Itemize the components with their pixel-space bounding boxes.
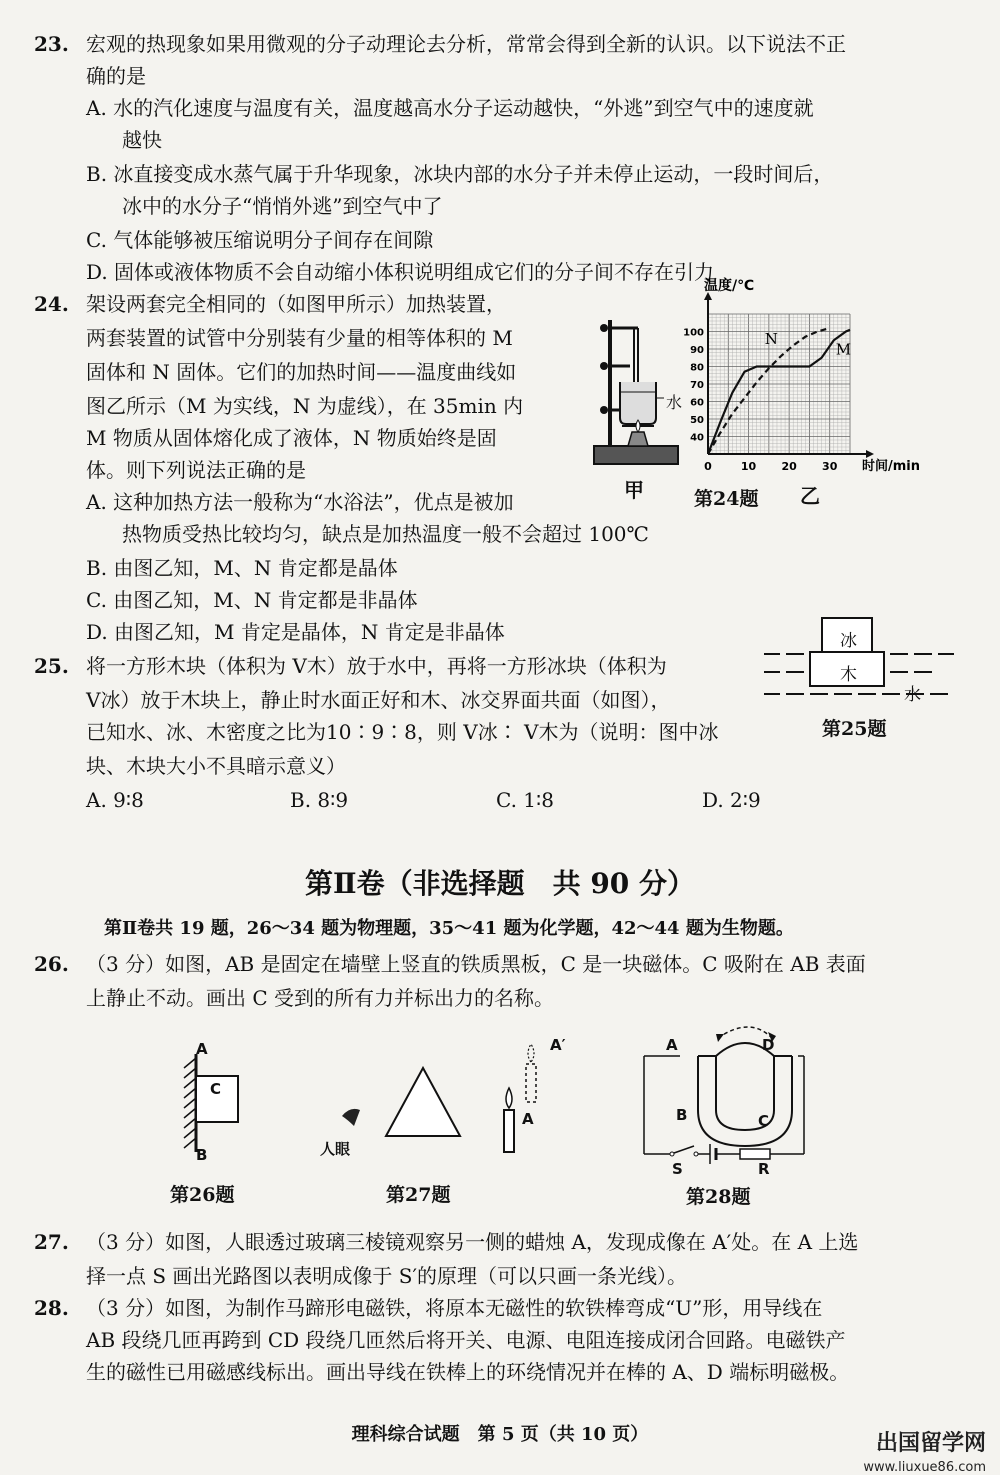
- q25-stem-line2: V冰）放于木块上，静止时水面正好和木、冰交界面共面（如图），: [86, 688, 671, 712]
- apparatus-water-label: 水: [666, 393, 683, 412]
- q28-label-r: R: [758, 1160, 770, 1178]
- series-M-line: [708, 330, 850, 454]
- q23-option-b-line2: 冰中的水分子“悄悄外逃”到空气中了: [122, 194, 443, 218]
- q27-stem-line2: 择一点 S 画出光路图以表明成像于 S′的原理（可以只画一条光线）。: [86, 1264, 688, 1288]
- q28-label-a: A: [666, 1036, 678, 1054]
- q24-option-a-line2: 热物质受热比较均匀，缺点是加热温度一般不会超过 100℃: [122, 522, 649, 546]
- q26-number: 26.: [34, 952, 69, 976]
- q23-option-c: C. 气体能够被压缩说明分子间存在间隙: [86, 228, 434, 252]
- section-2-note: 第Ⅱ卷共 19 题，26～34 题为物理题，35～41 题为化学题，42～44 题为生物题。: [104, 918, 794, 939]
- y-tick-label: 70: [690, 380, 704, 391]
- watermark-name: 出国留学网: [875, 1431, 986, 1456]
- q25-option-a: A. 9∶8: [86, 788, 144, 812]
- y-tick-label: 60: [690, 397, 704, 409]
- q23-number: 23.: [34, 32, 69, 56]
- magnet-on-board-figure: [160, 1050, 250, 1160]
- q24-option-c: C. 由图乙知，M、N 肯定都是非晶体: [86, 588, 418, 612]
- figure-24-caption: 第24题: [694, 488, 759, 510]
- q27-label-a: A: [522, 1110, 534, 1128]
- q23-option-a-line1: A. 水的汽化速度与温度有关，温度越高水分子运动越快，“外逃”到空气中的速度就: [86, 96, 814, 120]
- page-footer: 理科综合试题 第 5 页（共 10 页）: [351, 1424, 649, 1445]
- q28-stem-line1: （3 分）如图，为制作马蹄形电磁铁，将原本无磁性的软铁棒弯成“U”形，用导线在: [86, 1296, 823, 1320]
- q23-option-b-line1: B. 冰直接变成水蒸气属于升华现象，冰块内部的水分子并未停止运动，一段时间后，: [86, 162, 834, 186]
- q27-stem-line1: （3 分）如图，人眼透过玻璃三棱镜观察另一侧的蜡烛 A，发现成像在 A′处。在 A 上选: [86, 1230, 859, 1254]
- x-axis-arrow: [866, 450, 874, 458]
- q25-stem-line3: 已知水、冰、木密度之比为10∶9∶8，则 V冰∶ V木为（说明：图中冰: [86, 720, 719, 744]
- q26-stem-line1: （3 分）如图，AB 是固定在墙壁上竖直的铁质黑板，C 是一块磁体。C 吸附在 AB 表面: [86, 952, 866, 976]
- figure-yi-label: 乙: [800, 484, 820, 508]
- figure-28-caption: 第28题: [686, 1186, 751, 1208]
- q25-option-c: C. 1∶8: [496, 788, 554, 812]
- temperature-time-chart: [680, 278, 960, 490]
- y-tick-label: 90: [690, 345, 704, 356]
- q24-number: 24.: [34, 292, 69, 316]
- q23-stem-line1: 宏观的热现象如果用微观的分子动理论去分析，常常会得到全新的认识。以下说法不正: [86, 32, 846, 56]
- q28-label-s: S: [672, 1160, 683, 1178]
- q24-option-a-line1: A. 这种加热方法一般称为“水浴法”，优点是被加: [86, 490, 514, 514]
- q28-label-b: B: [676, 1106, 688, 1124]
- y-axis-label: 温度/℃: [704, 278, 755, 294]
- q24-stem-line1: 架设两套完全相同的（如图甲所示）加热装置，: [86, 292, 506, 316]
- q25-number: 25.: [34, 654, 69, 678]
- q24-stem-line5: M 物质从固体熔化成了液体，N 物质始终是固: [86, 426, 497, 450]
- x-tick-label: 30: [822, 460, 838, 473]
- q23-stem-line2: 确的是: [86, 64, 146, 88]
- y-tick-label: 100: [683, 327, 704, 339]
- q24-stem-line4: 图乙所示（M 为实线，N 为虚线），在 35min 内: [86, 394, 524, 418]
- series-N-label: N: [764, 329, 778, 348]
- section-2-title: 第Ⅱ卷（非选择题 共 90 分）: [304, 867, 696, 900]
- q28-stem-line2: AB 段绕几匝再跨到 CD 段绕几匝然后将开关、电源、电阻连接成闭合回路。电磁铁产: [86, 1328, 846, 1352]
- q24-stem-line6: 体。则下列说法正确的是: [86, 458, 306, 482]
- q28-label-d: D: [762, 1036, 775, 1054]
- q23-option-d: D. 固体或液体物质不会自动缩小体积说明组成它们的分子间不存在引力: [86, 260, 715, 284]
- q26-label-c: C: [210, 1080, 222, 1098]
- x-tick-label: 10: [740, 460, 757, 473]
- q23-option-a-line2: 越快: [122, 128, 162, 152]
- eye-label: 人眼: [320, 1140, 351, 1158]
- ice-wood-figure: [760, 614, 960, 714]
- q26-stem-line2: 上静止不动。画出 C 受到的所有力并标出力的名称。: [86, 986, 555, 1010]
- q27-label-a-prime: A′: [550, 1036, 566, 1054]
- wood-label: 木: [840, 665, 857, 685]
- y-tick-label: 40: [690, 432, 704, 444]
- q27-number: 27.: [34, 1230, 69, 1254]
- q24-stem-line2: 两套装置的试管中分别装有少量的相等体积的 M: [86, 326, 513, 350]
- q28-number: 28.: [34, 1296, 69, 1320]
- watermark-url: www.liuxue86.com: [863, 1460, 986, 1475]
- y-tick-label: 50: [690, 415, 704, 426]
- figure-27-caption: 第27题: [386, 1184, 451, 1206]
- watermark: [863, 1432, 986, 1475]
- series-M-label: M: [835, 340, 852, 359]
- figure-jia-label: 甲: [624, 478, 644, 502]
- figure-26-caption: 第26题: [170, 1184, 235, 1206]
- x-axis-label: 时间/min: [862, 459, 921, 474]
- q28-stem-line3: 生的磁性已用磁感线标出。画出导线在铁棒上的环绕情况并在棒的 A、D 端标明磁极。: [86, 1360, 850, 1384]
- water-label: 水: [904, 685, 921, 705]
- q28-label-c: C: [758, 1112, 770, 1130]
- q24-option-d: D. 由图乙知，M 肯定是晶体，N 肯定是非晶体: [86, 620, 505, 644]
- ice-label: 冰: [840, 631, 857, 651]
- y-tick-label: 80: [690, 362, 704, 374]
- q26-label-a: A: [196, 1040, 208, 1058]
- q25-stem-line4: 块、木块大小不具暗示意义）: [86, 754, 346, 778]
- q25-option-d: D. 2∶9: [702, 788, 761, 812]
- q25-stem-line1: 将一方形木块（体积为 V木）放于水中，再将一方形冰块（体积为: [86, 654, 667, 678]
- q24-option-b: B. 由图乙知，M、N 肯定都是晶体: [86, 556, 398, 580]
- x-tick-label: 20: [781, 460, 797, 473]
- q25-option-b: B. 8∶9: [290, 788, 349, 812]
- figure-25-caption: 第25题: [822, 718, 887, 740]
- q26-label-b: B: [196, 1146, 208, 1164]
- x-tick-label: 0: [704, 460, 712, 473]
- q24-stem-line3: 固体和 N 固体。它们的加热时间——温度曲线如: [86, 360, 517, 384]
